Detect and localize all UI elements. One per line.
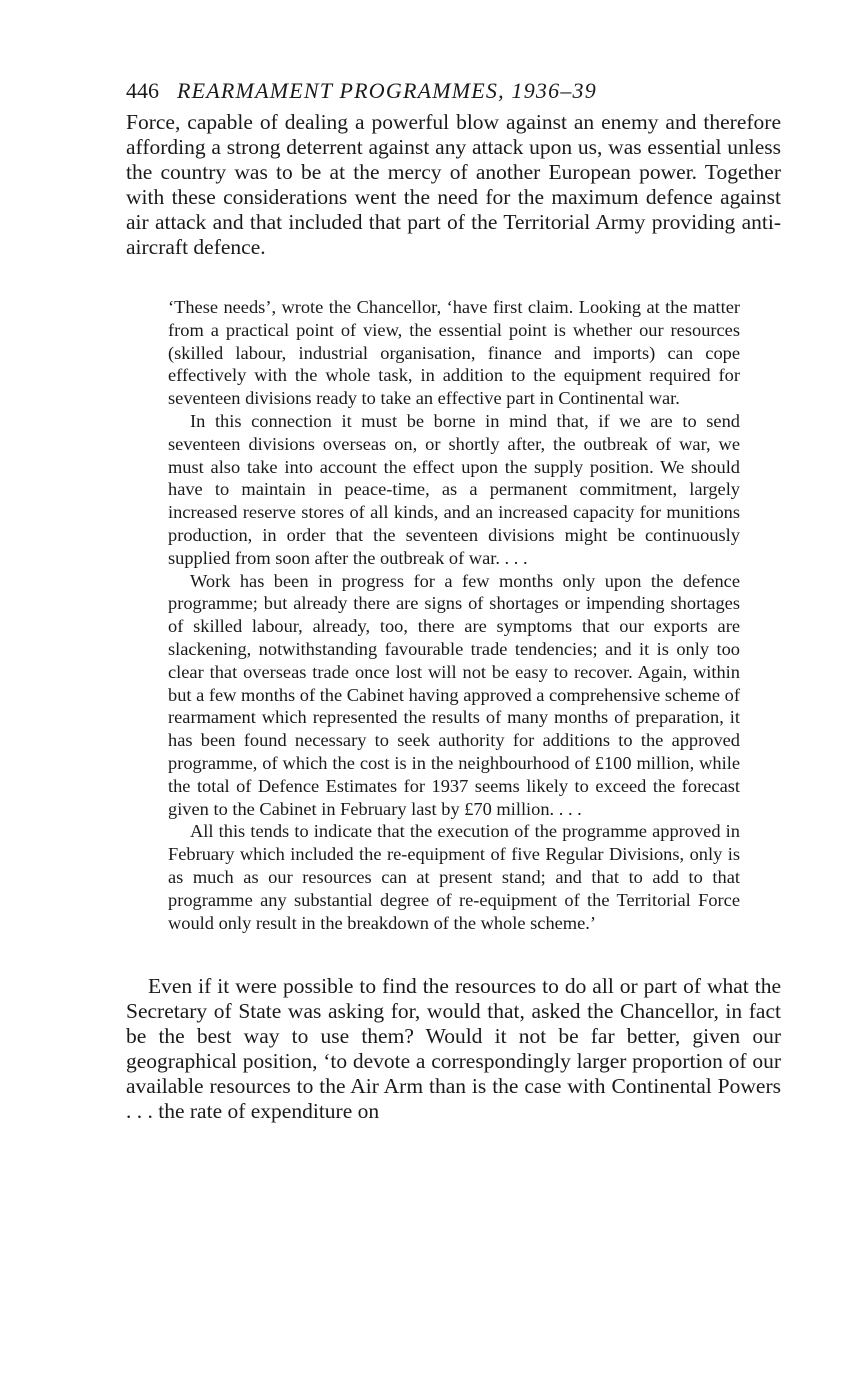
page-number: 446 (126, 78, 159, 103)
quote-paragraph-3: Work has been in progress for a few months only upon the defence programme; but already there are signs of shortages or impending shortages of skilled labour, already, too, there are symptoms that our exports are slackening, notwithstanding favourable trade tendencies; and it is only too clear that overseas trade once lost will not be easy to recover. Again, within but a few months of the Cabinet having approved a comprehensive scheme of rearmament which represented the results of many months of preparation, it has been found necessary to seek authority for additions to the approved programme, of which the cost is in the neighbourhood of £100 million, while the total of Defence Estimates for 1937 seems likely to exceed the forecast given to the Cabinet in February last by £70 million. . . . (168, 570, 740, 819)
quote-paragraph-2: In this connection it must be borne in mind that, if we are to send seventeen divisions overseas on, or shortly after, the outbreak of war, we must also take into account the effect upon the supply position. We should have to maintain in peace-time, as a permanent commitment, largely increased reserve stores of all kinds, and an increased capacity for munitions production, in order that the seventeen divisions might be continuously supplied from soon after the outbreak of war. . . . (168, 410, 740, 568)
quote-paragraph-1: ‘These needs’, wrote the Chancellor, ‘have first claim. Looking at the matter from a practical point of view, the essential point is whether our resources (skilled labour, industrial organisation, finance and imports) can cope effectively with the whole task, in addition to the equipment required for seventeen divisions ready to take an effective part in Continental war. (168, 297, 740, 409)
book-page (126, 76, 781, 1124)
running-title: REARMAMENT PROGRAMMES, 1936–39 (177, 78, 597, 103)
running-header (126, 76, 781, 106)
closing-paragraph: Even if it were possible to find the resources to do all or part of what the Secretary of State was asking for, would that, asked the Chancellor, in fact be the best way to use them? Would it not be far better, given our geographical position, ‘to devote a correspondingly larger proportion of our available resources to the Air Arm than is the case with Continental Powers . . . the rate of expenditure on (126, 974, 781, 1124)
quote-paragraph-4: All this tends to indicate that the execution of the programme approved in February which included the re-equipment of five Regular Divisions, only is as much as our resources can at present stand; and that to add to that programme any substantial degree of re-equipment of the Territorial Force would only result in the breakdown of the whole scheme.’ (168, 821, 740, 933)
opening-paragraph: Force, capable of dealing a powerful blow against an enemy and therefore affording a strong deterrent against any attack upon us, was essential unless the country was to be at the mercy of another European power. Together with these considerations went the need for the maximum defence against air attack and that included that part of the Territorial Army providing anti-aircraft defence. (126, 110, 781, 259)
block-quotation (168, 296, 740, 934)
